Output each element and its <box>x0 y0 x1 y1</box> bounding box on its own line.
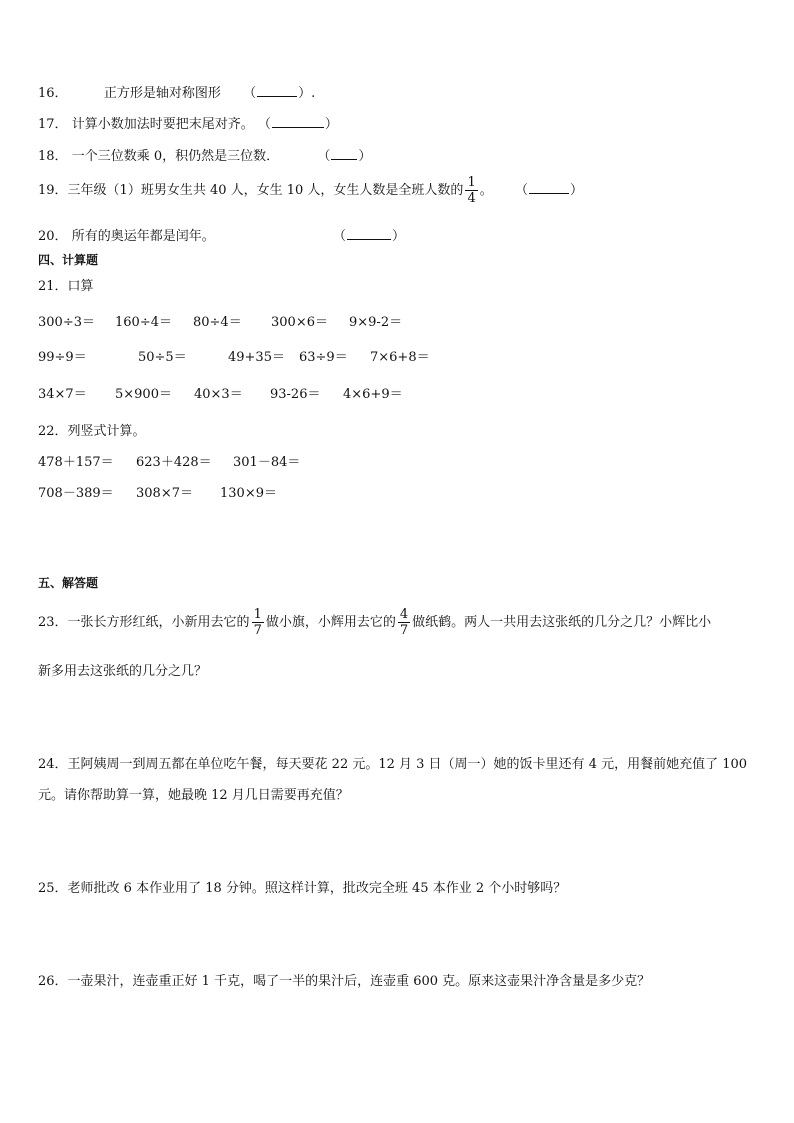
vertical-expression: 708－389＝ <box>38 486 114 501</box>
question-24-line2: 元。请你帮助算一算，她最晚 12 月几日需要再充值？ <box>38 788 349 803</box>
denominator: 7 <box>399 623 409 638</box>
question-number: 20． <box>38 229 68 244</box>
question-23-line2: 新多用去这张纸的几分之几？ <box>38 664 208 679</box>
question-21-title: 21．口算 <box>38 279 94 294</box>
paren-open: （ <box>243 86 257 101</box>
paren-open: （ <box>257 117 271 132</box>
paren-close: ） <box>392 229 406 244</box>
question-text: 一张长方形红纸，小新用去它的 <box>67 615 250 630</box>
oral-expression: 49+35＝ <box>228 350 285 365</box>
oral-expression: 9×9-2＝ <box>349 315 403 330</box>
vertical-expression: 623＋428＝ <box>136 455 212 470</box>
question-text: 做小旗，小辉用去它的 <box>265 615 396 630</box>
vertical-expression: 130×9＝ <box>220 486 277 501</box>
answer-blank[interactable] <box>331 147 357 160</box>
question-number: 18． <box>38 149 68 164</box>
question-19 <box>38 172 583 210</box>
question-25: 25．老师批改 6 本作业用了 18 分钟。照这样计算，批改完全班 45 本作业 2 个小时够吗？ <box>38 881 567 896</box>
oral-expression: 5×900＝ <box>115 387 172 402</box>
answer-blank[interactable] <box>529 181 569 194</box>
paren-close: ）. <box>298 86 316 101</box>
question-text: 所有的奥运年都是闰年。 <box>71 229 215 244</box>
oral-expression: 63÷9＝ <box>299 350 348 365</box>
question-number: 17． <box>38 117 68 132</box>
question-number: 19． <box>38 183 68 198</box>
paren-open: （ <box>317 149 331 164</box>
oral-expression: 4×6+9＝ <box>343 387 403 402</box>
denominator: 4 <box>467 191 476 206</box>
question-text: 计算小数加法时要把末尾对齐。 <box>71 117 254 132</box>
answer-blank[interactable] <box>347 227 391 240</box>
paren-open: （ <box>332 229 346 244</box>
answer-blank[interactable] <box>257 84 297 97</box>
oral-expression: 300÷3＝ <box>38 315 95 330</box>
question-number: 23． <box>38 615 68 630</box>
question-20 <box>38 227 405 245</box>
numerator: 1 <box>253 607 262 622</box>
oral-expression: 160÷4＝ <box>115 315 172 330</box>
question-text: 做纸鹤。两人一共用去这张纸的几分之几？小辉比小 <box>412 615 712 630</box>
fraction-four-sevenths <box>398 607 410 638</box>
numerator: 4 <box>399 607 409 622</box>
vertical-expression: 308×7＝ <box>136 486 193 501</box>
question-17 <box>38 115 338 133</box>
vertical-expression: 478＋157＝ <box>38 455 114 470</box>
paren-open: （ <box>515 183 529 198</box>
oral-expression: 93-26＝ <box>270 387 321 402</box>
numerator: 1 <box>467 175 476 190</box>
question-18 <box>38 147 371 165</box>
vertical-expression: 301－84＝ <box>233 455 301 470</box>
answer-blank[interactable] <box>272 115 324 128</box>
question-text-end: 。 <box>479 183 493 198</box>
question-22-title: 22．列竖式计算。 <box>38 424 146 439</box>
question-number: 16． <box>38 86 68 101</box>
question-text: 一个三位数乘 0，积仍然是三位数． <box>71 149 280 164</box>
paren-close: ） <box>570 183 584 198</box>
question-23 <box>38 604 711 642</box>
oral-expression: 40×3＝ <box>194 387 243 402</box>
fraction-one-quarter <box>465 175 477 206</box>
question-text: 正方形是轴对称图形 <box>103 86 221 101</box>
section-4-title: 四、计算题 <box>38 253 99 267</box>
denominator: 7 <box>253 623 262 638</box>
question-26: 26．一壶果汁，连壶重正好 1 千克，喝了一半的果汁后，连壶重 600 克。原来这壶果汁净含量是多少克？ <box>38 974 651 989</box>
oral-expression: 80÷4＝ <box>193 315 242 330</box>
oral-expression: 300×6＝ <box>271 315 328 330</box>
fraction-one-seventh <box>252 607 264 638</box>
section-5-title: 五、解答题 <box>38 576 99 590</box>
paren-close: ） <box>324 117 338 132</box>
oral-expression: 34×7＝ <box>38 387 87 402</box>
oral-expression: 7×6+8＝ <box>370 350 430 365</box>
paren-close: ） <box>358 149 372 164</box>
question-text: 三年级（1）班男女生共 40 人，女生 10 人，女生人数是全班人数的 <box>67 183 464 198</box>
question-24-line1: 24．王阿姨周一到周五都在单位吃午餐，每天要花 22 元。12 月 3 日（周一）她的饭卡里还有 4 元，用餐前她充值了 100 <box>38 757 748 772</box>
oral-expression: 50÷5＝ <box>138 350 187 365</box>
question-16 <box>38 84 315 102</box>
oral-expression: 99÷9＝ <box>38 350 87 365</box>
